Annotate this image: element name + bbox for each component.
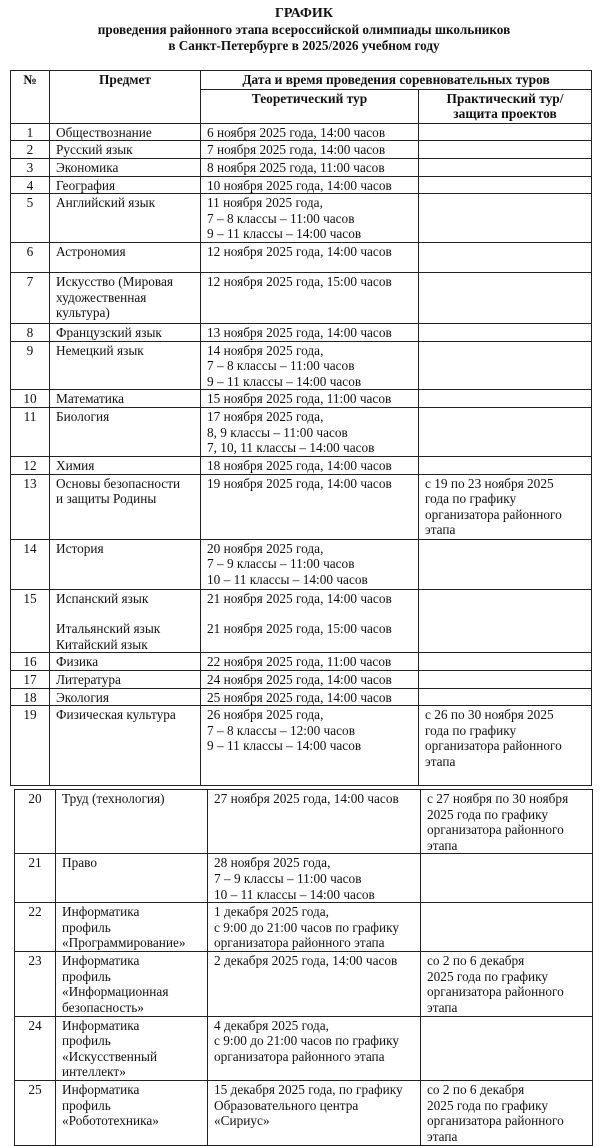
row-theory-date-line: 28 ноября 2025 года, [214,855,331,871]
row-practice-date [419,341,592,390]
row-practice-date [419,323,592,341]
row-theory-date-line: 7 – 9 классы – 11:00 часов [207,556,355,572]
row-subject [50,671,201,689]
row-subject [50,123,201,141]
row-theory-date [201,390,419,408]
row-subject-line: Астрономия [56,243,126,259]
row-subject [50,158,201,176]
row-subject-line: Труд (технология) [62,791,165,806]
row-practice-date [421,790,593,854]
row-theory-date [201,194,419,243]
row-subject-line: интеллект» [62,1064,126,1080]
row-practice-date [419,688,592,706]
row-practice-date [419,456,592,474]
row-theory-date-line: 21 ноября 2025 года, 14:00 часов [207,590,392,606]
row-subject-line: Химия [56,457,95,473]
table-row [15,952,593,1016]
row-practice-date [421,1016,593,1080]
row-theory-date-line: 12 ноября 2025 года, 14:00 часов [207,243,392,259]
row-practice-date-line: организатора районного [425,738,562,754]
row-theory-date-line: 4 декабря 2025 года, [214,1017,329,1033]
table-row [15,903,593,952]
row-subject [50,539,201,589]
header-num: № [11,71,50,124]
table-row [11,158,592,176]
row-number: 15 [11,589,50,653]
row-subject-line: Китайский язык [56,636,148,652]
row-theory-date [201,123,419,141]
row-theory-date [201,158,419,176]
row-practice-date-line: этапа [427,999,458,1015]
row-subject-line [56,606,196,621]
row-theory-date-line: 15 декабря 2025 года, по графику [214,1081,403,1097]
row-subject [50,194,201,243]
table-row [11,589,592,653]
row-subject-line: Физика [56,654,99,670]
row-subject [50,272,201,323]
row-number: 8 [11,323,50,341]
row-practice-date-line: с 26 по 30 ноября 2025 [425,707,554,723]
row-subject-line: профиль [62,968,111,984]
row-subject-line: Информатика [62,1017,140,1033]
row-theory-date-line: 17 ноября 2025 года, [207,408,324,424]
row-practice-date-line: с 27 ноября по 30 ноября [427,791,569,806]
table-row [15,1080,593,1145]
row-subject [50,176,201,194]
row-practice-date [419,141,592,159]
row-subject [56,854,208,903]
row-theory-date [201,323,419,341]
row-theory-date-line: 7 – 8 классы – 12:00 часов [207,722,355,738]
row-theory-date [201,176,419,194]
row-theory-date [208,1016,421,1080]
row-theory-date-line: 15 ноября 2025 года, 11:00 часов [207,391,392,407]
row-theory-date-line: 14 ноября 2025 года, [207,342,324,358]
row-number: 20 [15,790,56,854]
table-row [11,390,592,408]
row-number: 23 [15,952,56,1016]
row-theory-date-line: 27 ноября 2025 года, 14:00 часов [214,791,399,806]
row-subject [50,688,201,706]
row-theory-date [201,539,419,589]
header-dates-group: Дата и время проведения соревновательных туров [201,71,592,90]
row-subject-line: Экология [56,689,110,705]
table-row [11,407,592,456]
row-subject-line: Информатика [62,953,140,969]
row-subject [56,952,208,1016]
table-row [11,176,592,194]
row-practice-date [419,158,592,176]
row-theory-date-line: 9 – 11 классы – 14:00 часов [207,373,362,389]
row-subject [50,242,201,272]
table-row [11,141,592,159]
row-practice-date [419,539,592,589]
row-practice-date-line: организатора районного [427,822,564,838]
row-practice-date-line: этапа [427,837,458,853]
row-theory-date-line: 10 – 11 классы – 14:00 часов [214,886,375,902]
row-theory-date-line: 19 ноября 2025 года, 14:00 часов [207,475,392,491]
row-number: 5 [11,194,50,243]
table-row [11,123,592,141]
row-number: 18 [11,688,50,706]
row-practice-date [419,653,592,671]
row-number: 22 [15,903,56,952]
row-subject-line: профиль [62,1097,111,1113]
row-number: 25 [15,1080,56,1145]
row-number: 12 [11,456,50,474]
row-theory-date-line: 24 ноября 2025 года, 14:00 часов [207,672,392,688]
row-practice-date [419,194,592,243]
row-practice-date-line: 2025 года по графику [427,1097,549,1113]
row-subject [50,653,201,671]
table-row [11,671,592,689]
row-number: 14 [11,539,50,589]
row-practice-date-line: со 2 по 6 декабря [427,953,525,969]
table-row [11,456,592,474]
header-practice: Практический тур/ защита проектов [419,89,592,123]
row-number: 21 [15,854,56,903]
table-row [11,194,592,243]
table-row [11,688,592,706]
schedule-table-part2 [14,789,593,1146]
row-practice-date [421,952,593,1016]
table-row [15,790,593,854]
row-number: 10 [11,390,50,408]
header-subject: Предмет [50,71,201,124]
table-row [15,1016,593,1080]
row-subject-line: «Робототехника» [62,1113,159,1129]
row-subject-line: «Программирование» [62,935,186,951]
table-row [11,341,592,390]
row-theory-date [201,653,419,671]
row-subject-line: Немецкий язык [56,342,144,358]
row-subject-line: Литература [56,672,121,688]
header-theory: Теоретический тур [201,89,419,123]
row-subject-line: Русский язык [56,142,133,158]
table-row [11,323,592,341]
row-theory-date-line [207,606,414,621]
row-number: 16 [11,653,50,671]
row-theory-date-line: с 9:00 до 21:00 часов по графику [214,919,400,935]
row-subject-line: безопасность» [62,999,144,1015]
row-theory-date-line: «Сириус» [214,1113,270,1129]
row-practice-date-line: со 2 по 6 декабря [427,1081,525,1097]
row-practice-date-line: 2025 года по графику [427,968,549,984]
row-subject-line: Итальянский язык [56,621,161,637]
row-number: 17 [11,671,50,689]
row-subject-line: Французский язык [56,324,162,340]
row-practice-date [419,272,592,323]
row-practice-date [419,407,592,456]
row-theory-date-line: 8 ноября 2025 года, 11:00 часов [207,159,385,175]
row-subject-line: Право [62,855,97,871]
row-theory-date-line: 9 – 11 классы – 14:00 часов [207,738,362,754]
row-number: 11 [11,407,50,456]
row-practice-date-line: с 19 по 23 ноября 2025 [425,475,554,491]
table-row [11,653,592,671]
row-practice-date-line: 2025 года по графику [427,806,549,822]
row-theory-date-line: 25 ноября 2025 года, 14:00 часов [207,689,392,705]
row-theory-date-line: 21 ноября 2025 года, 15:00 часов [207,621,392,637]
table-row [11,474,592,539]
row-theory-date-line: с 9:00 до 21:00 часов по графику [214,1033,400,1049]
row-theory-date [201,688,419,706]
row-theory-date-line: 9 – 11 классы – 14:00 часов [207,226,362,242]
row-subject [50,456,201,474]
row-subject [50,390,201,408]
row-theory-date-line: 1 декабря 2025 года, [214,904,329,920]
row-theory-date-line: 7 – 8 классы – 11:00 часов [207,358,355,374]
row-subject [50,323,201,341]
row-number: 4 [11,176,50,194]
row-number: 13 [11,474,50,539]
row-subject-line: профиль [62,919,111,935]
row-practice-date [421,903,593,952]
row-subject [50,589,201,653]
row-number: 1 [11,123,50,141]
row-theory-date [201,141,419,159]
row-subject-line: Математика [56,391,125,407]
row-subject [50,474,201,539]
row-subject-line: профиль [62,1033,111,1049]
row-subject-line: Биология [56,408,110,424]
row-subject [50,407,201,456]
row-practice-date-line: организатора районного [427,1113,564,1129]
row-theory-date [201,474,419,539]
row-practice-date [419,589,592,653]
row-subject-line: Английский язык [56,195,156,211]
row-theory-date-line: 12 ноября 2025 года, 15:00 часов [207,273,392,289]
row-subject [56,790,208,854]
row-subject-line: Информатика [62,904,140,920]
row-theory-date [208,1080,421,1145]
row-theory-date-line: 22 ноября 2025 года, 11:00 часов [207,654,392,670]
row-practice-date-line: года по графику [425,722,517,738]
row-subject [50,341,201,390]
row-practice-date-line: года по графику [425,491,517,507]
row-theory-date-line: 20 ноября 2025 года, [207,540,324,556]
document-title-block [0,6,608,54]
row-theory-date-line: 7 ноября 2025 года, 14:00 часов [207,142,386,158]
row-practice-date-line: этапа [425,522,456,538]
row-practice-date [419,671,592,689]
row-practice-date [419,242,592,272]
row-theory-date-line: 26 ноября 2025 года, [207,707,324,723]
document-subtitle-line1: проведения районного этапа всероссийской олимпиады школьников [97,22,511,37]
document-subtitle-line2: в Санкт-Петербурге в 2025/2026 учебном году [168,38,440,53]
row-theory-date [201,589,419,653]
row-theory-date-line: 7, 10, 11 классы – 14:00 часов [207,440,375,456]
row-practice-date [421,854,593,903]
row-subject [56,1080,208,1145]
row-practice-date [419,390,592,408]
row-theory-date [201,242,419,272]
row-practice-date [421,1080,593,1145]
table-row [11,242,592,272]
row-practice-date-line: этапа [427,1128,458,1144]
document-title: ГРАФИК [275,6,333,21]
row-theory-date-line: 18 ноября 2025 года, 14:00 часов [207,457,392,473]
row-theory-date-line: 11 ноября 2025 года, [207,195,323,211]
row-theory-date-line: организатора районного этапа [214,935,385,951]
row-subject-line: и защиты Родины [56,491,157,507]
row-number: 3 [11,158,50,176]
row-theory-date [201,272,419,323]
row-number: 19 [11,706,50,786]
row-theory-date [208,854,421,903]
row-subject-line: История [56,540,104,556]
schedule-table-part1 [10,70,592,786]
row-theory-date [201,407,419,456]
row-theory-date-line: 10 – 11 классы – 14:00 часов [207,571,368,587]
row-practice-date [419,123,592,141]
row-theory-date [208,903,421,952]
row-theory-date [208,790,421,854]
table-row [15,854,593,903]
row-subject [50,141,201,159]
row-practice-date [419,176,592,194]
row-subject-line: Экономика [56,159,119,175]
row-practice-date [419,474,592,539]
row-subject-line: Испанский язык [56,590,149,606]
row-subject-line: Физическая культура [56,707,176,723]
row-theory-date [201,671,419,689]
row-subject-line: культура) [56,305,110,321]
row-theory-date-line: 6 ноября 2025 года, 14:00 часов [207,124,386,140]
row-practice-date [419,706,592,786]
row-theory-date [208,952,421,1016]
row-subject [56,903,208,952]
row-subject-line: География [56,177,116,193]
row-number: 7 [11,272,50,323]
row-theory-date-line: организатора районного этапа [214,1048,385,1064]
row-subject-line: художественная [56,289,147,305]
row-subject-line: «Информационная [62,984,169,1000]
row-theory-date [201,456,419,474]
row-subject [56,1016,208,1080]
row-theory-date-line: 10 ноября 2025 года, 14:00 часов [207,177,392,193]
row-theory-date [201,341,419,390]
row-subject [50,706,201,786]
row-practice-date-line: этапа [425,754,456,770]
row-theory-date-line: 13 ноября 2025 года, 14:00 часов [207,324,392,340]
table-row [11,706,592,786]
table-row [11,539,592,589]
row-theory-date-line: 7 – 8 классы – 11:00 часов [207,210,355,226]
row-theory-date-line: 8, 9 классы – 11:00 часов [207,424,348,440]
row-subject-line: Обществознание [56,124,152,140]
row-number: 6 [11,242,50,272]
row-practice-date-line: организатора районного [425,506,562,522]
row-subject-line: Искусство (Мировая [56,273,173,289]
row-subject-line: Информатика [62,1081,140,1097]
row-subject-line: Основы безопасности [56,475,181,491]
row-theory-date [201,706,419,786]
row-theory-date-line: Образовательного центра [214,1097,359,1113]
row-practice-date-line: организатора районного [427,984,564,1000]
row-number: 24 [15,1016,56,1080]
row-number: 9 [11,341,50,390]
row-theory-date-line: 2 декабря 2025 года, 14:00 часов [214,953,398,969]
row-theory-date-line: 7 – 9 классы – 11:00 часов [214,870,362,886]
row-subject-line: «Искусственный [62,1048,158,1064]
table-row [11,272,592,323]
row-number: 2 [11,141,50,159]
